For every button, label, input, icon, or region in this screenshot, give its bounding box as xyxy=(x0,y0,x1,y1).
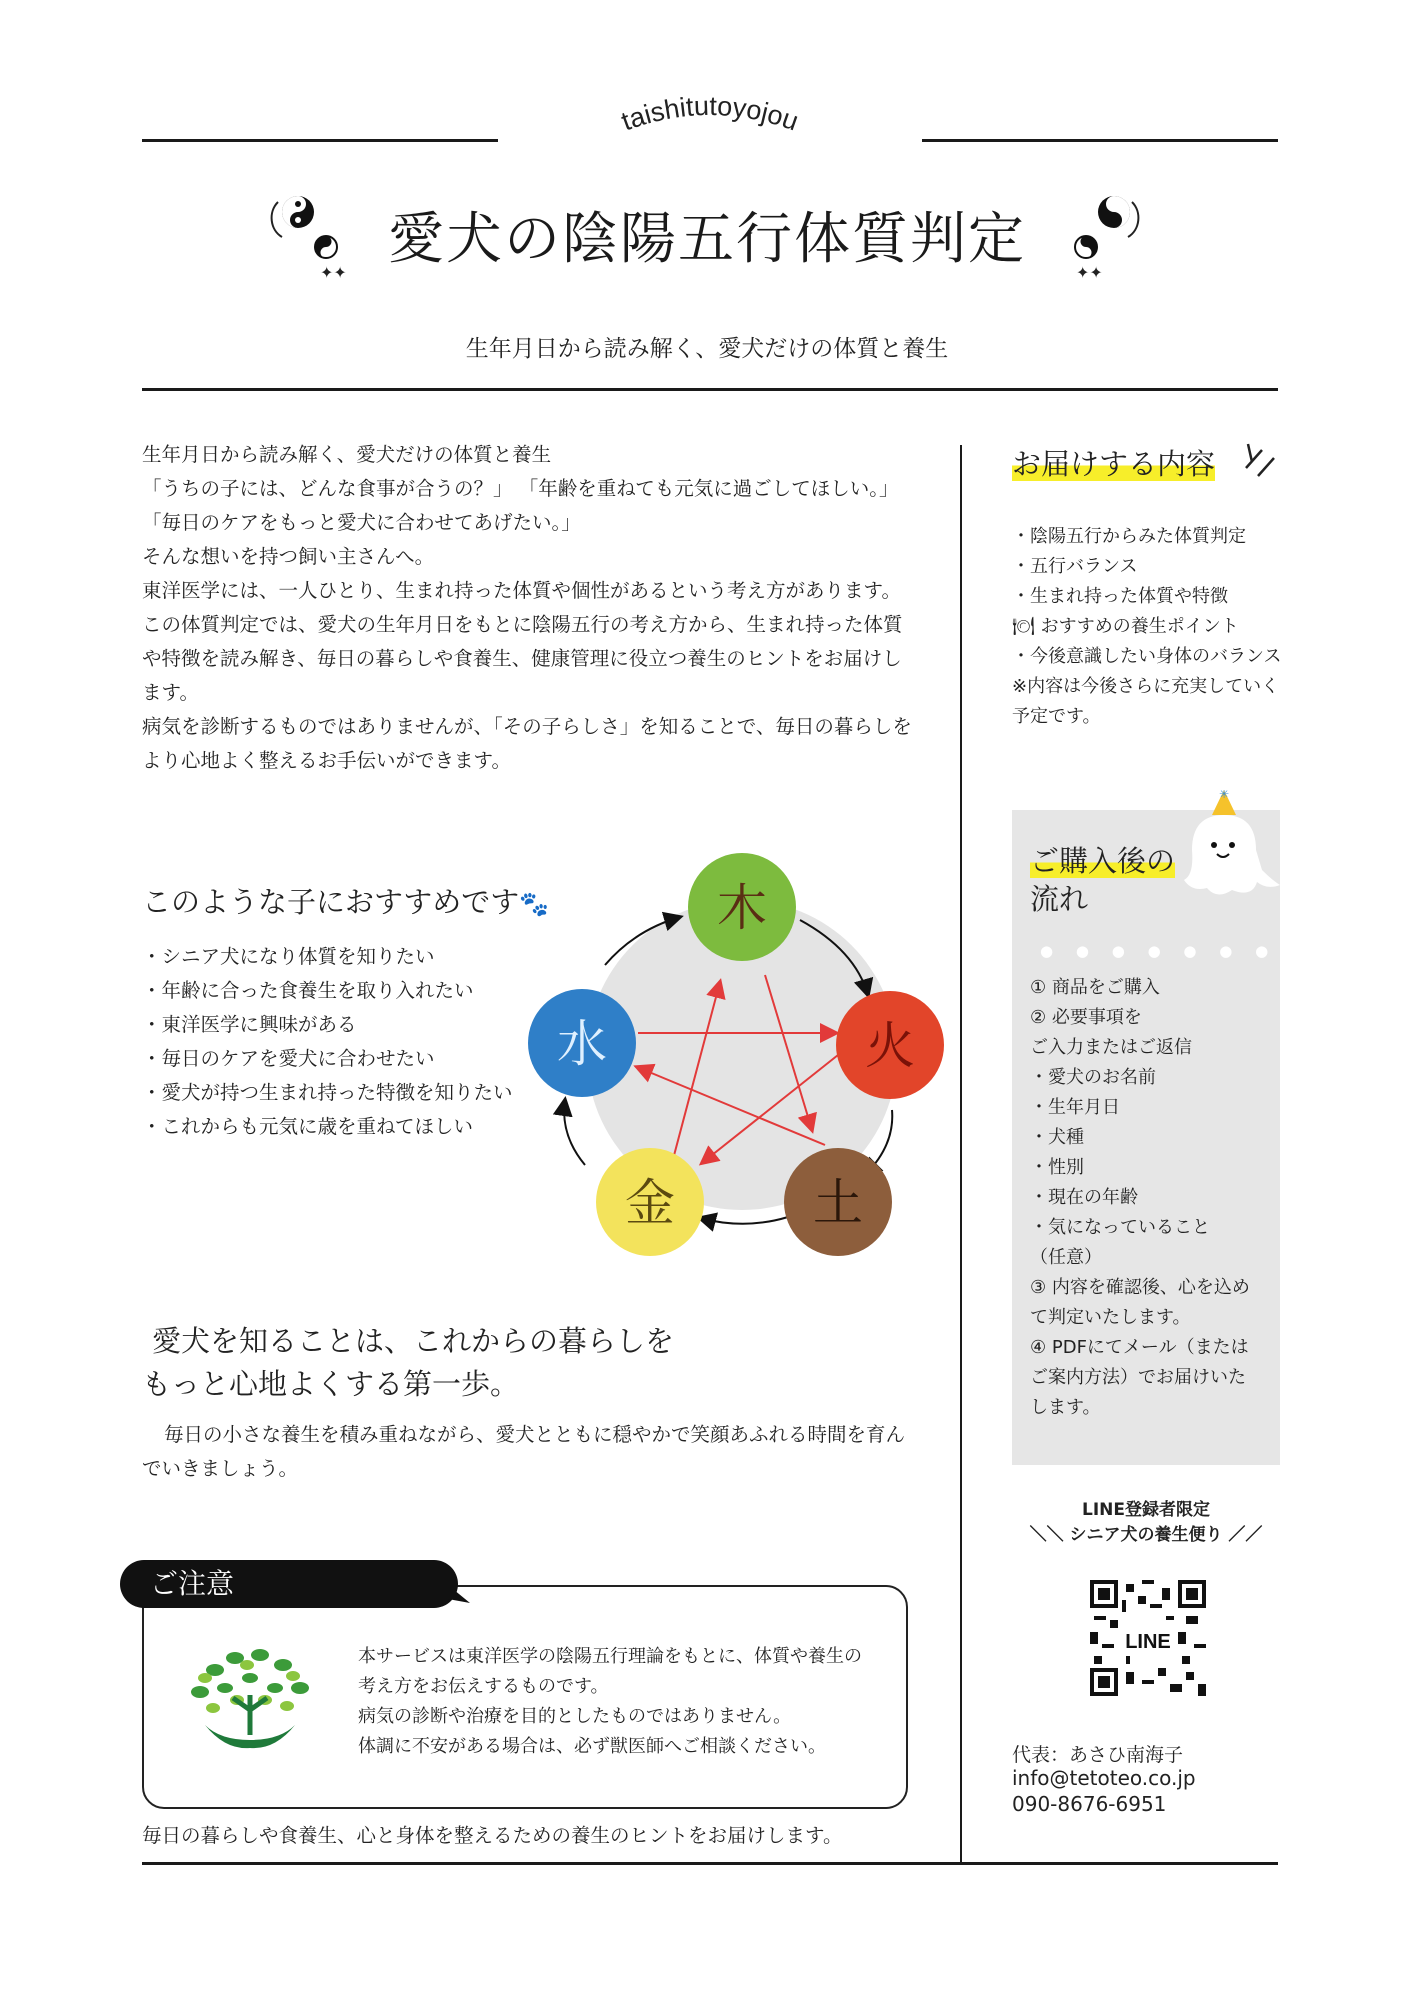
phone-link[interactable]: 090-8676-6951 xyxy=(1012,1792,1167,1816)
svg-text:火: 火 xyxy=(865,1017,915,1075)
footer-line: 毎日の暮らしや食養生、心と身体を整えるための養生のヒントをお届けします。 xyxy=(142,1824,843,1847)
list-item: ① 商品をご購入 xyxy=(1030,977,1160,998)
slash-left-icon: ＼＼ xyxy=(1029,1525,1070,1545)
svg-text:金: 金 xyxy=(625,1174,675,1232)
closing-heading xyxy=(142,1320,922,1406)
svg-text:✦✦: ✦✦ xyxy=(320,263,347,282)
list-item: ※内容は今後さらに充実していく予定です。 xyxy=(1012,676,1280,727)
line-label-1: LINE登録者限定 xyxy=(1082,1500,1210,1520)
closing-text: 毎日の小さな養生を積み重ねながら、愛犬とともに穏やかで笑顔あふれる時間を育んでいきましょう。 xyxy=(142,1423,906,1480)
list-item: ・愛犬のお名前 xyxy=(1030,1067,1156,1088)
list-item: ・五行バランス xyxy=(1012,556,1138,577)
svg-text:taishitutoyojou xyxy=(617,91,802,137)
caution-tab: ご注意 xyxy=(120,1560,458,1608)
svg-text:✳: ✳ xyxy=(1219,790,1230,801)
deliver-list xyxy=(1012,522,1282,732)
recommend-heading: このような子におすすめです🐾 xyxy=(142,885,550,919)
qr-center-label: LINE xyxy=(1125,1631,1171,1653)
line-label-2: シニア犬の養生便り xyxy=(1069,1525,1223,1545)
list-item: ・シニア犬になり体質を知りたい xyxy=(142,945,435,968)
intro-line-1: 生年月日から読み解く、愛犬だけの体質と養生 xyxy=(142,443,552,466)
svg-text:✦✦: ✦✦ xyxy=(1076,263,1103,282)
sparkle-strokes-icon xyxy=(1240,440,1280,480)
intro-line-3: そんな想いを持つ飼い主さんへ。 xyxy=(142,545,435,568)
svg-text:木: 木 xyxy=(717,879,767,937)
list-item: ・今後意識したい身体のバランス xyxy=(1012,646,1282,667)
line-qr-code[interactable] xyxy=(1090,1580,1206,1696)
list-item: ④ PDFにてメール（またはご案内方法）でお届けいたします。 xyxy=(1030,1337,1249,1418)
caution-text xyxy=(358,1642,878,1762)
intro-line-6: 病気を診断するものではありませんが、「その子らしさ」を知ることで、毎日の暮らしをより心地よく整えるお手伝いができます。 xyxy=(142,715,912,772)
list-item: ③ 内容を確認後、心を込めて判定いたします。 xyxy=(1030,1277,1250,1328)
footer-rule xyxy=(142,1862,1278,1865)
list-item: ・生まれ持った体質や特徴 xyxy=(1012,586,1228,607)
tagline: 生年月日から読み解く、愛犬だけの体質と養生 xyxy=(465,336,949,362)
svg-text:水: 水 xyxy=(557,1015,607,1073)
element-water xyxy=(528,989,636,1097)
page-title: 愛犬の陰陽五行体質判定 xyxy=(388,207,1026,272)
representative: 代表：あさひ南海子 xyxy=(1012,1744,1184,1766)
svg-text:土: 土 xyxy=(813,1174,863,1232)
intro-text xyxy=(142,438,912,778)
flow-list xyxy=(1030,973,1260,1423)
list-item: ・東洋医学に興味がある xyxy=(142,1013,357,1036)
list-item: ・毎日のケアを愛犬に合わせたい xyxy=(142,1047,435,1070)
list-item: ② 必要事項を xyxy=(1030,1007,1142,1028)
dot-divider: ● ● ● ● ● ● ● ● ● xyxy=(1040,942,1349,960)
email-link[interactable]: info@tetoteo.co.jp xyxy=(1012,1766,1196,1790)
deliver-heading: お届けする内容 xyxy=(1012,447,1216,481)
slash-right-icon: ／／ xyxy=(1222,1525,1263,1545)
list-item: （任意） xyxy=(1030,1247,1102,1268)
closing-heading-line-2: もっと心地よくする第一歩。 xyxy=(142,1367,520,1401)
subtitle-arc xyxy=(560,80,860,170)
list-item: ・性別 xyxy=(1030,1157,1084,1178)
list-item: 🍽 おすすめの養生ポイント xyxy=(1012,616,1239,637)
element-fire xyxy=(836,991,944,1099)
element-metal xyxy=(596,1148,704,1256)
recommend-list xyxy=(142,940,562,1144)
list-item: ご入力またはご返信 xyxy=(1030,1037,1192,1058)
list-item: ・犬種 xyxy=(1030,1127,1084,1148)
header-rule-right xyxy=(922,139,1278,142)
list-item: ・愛犬が持つ生まれ持った特徴を知りたい xyxy=(142,1081,513,1104)
subtitle-text: taishitutoyojou xyxy=(617,90,803,137)
caution-line-1: 本サービスは東洋医学の陰陽五行理論をもとに、体質や養生の考え方をお伝えするものです。 xyxy=(358,1646,862,1697)
element-wood xyxy=(688,853,796,961)
header-rule-left xyxy=(142,139,498,142)
list-item: ・年齢に合った食養生を取り入れたい xyxy=(142,979,474,1002)
flow-heading: ご購入後の 流れ xyxy=(1030,844,1176,916)
paw-icon: 🐾 xyxy=(519,890,550,918)
intro-line-2: 「うちの子には、どんな食事が合うの？」 「年齢を重ねても元気に過ごしてほしい。」 「毎日のケアをもっと愛犬に合わせてあげたい。」 xyxy=(142,477,899,534)
caution-tab-tail xyxy=(448,1585,472,1609)
list-item: ・現在の年齢 xyxy=(1030,1187,1138,1208)
header-rule-bottom xyxy=(142,388,1278,391)
column-divider xyxy=(960,445,962,1865)
ghost-party-icon xyxy=(1172,790,1282,905)
list-item: ・気になっていること xyxy=(1030,1217,1210,1238)
intro-line-5: この体質判定では、愛犬の生年月日をもとに陰陽五行の考え方から、生まれ持った体質や特徴を読み解き、毎日の暮らしや食養生、健康管理に役立つ養生のヒントをお届けします。 xyxy=(142,613,903,704)
intro-line-4: 東洋医学には、一人ひとり、生まれ持った体質や個性があるという考え方があります。 xyxy=(142,579,901,602)
caution-line-2: 病気の診断や治療を目的としたものではありません。 xyxy=(358,1706,792,1727)
list-item: ・生年月日 xyxy=(1030,1097,1120,1118)
list-item: ・陰陽五行からみた体質判定 xyxy=(1012,526,1246,547)
list-item: ・これからも元気に歳を重ねてほしい xyxy=(142,1115,474,1138)
element-earth xyxy=(784,1148,892,1256)
caution-line-3: 体調に不安がある場合は、必ず獣医師へご相談ください。 xyxy=(358,1736,826,1757)
closing-heading-line-1: 愛犬を知ることは、これからの暮らしを xyxy=(152,1324,675,1358)
five-elements-diagram xyxy=(520,845,960,1265)
line-label xyxy=(1012,1498,1280,1548)
tree-hands-logo-icon xyxy=(175,1640,325,1770)
